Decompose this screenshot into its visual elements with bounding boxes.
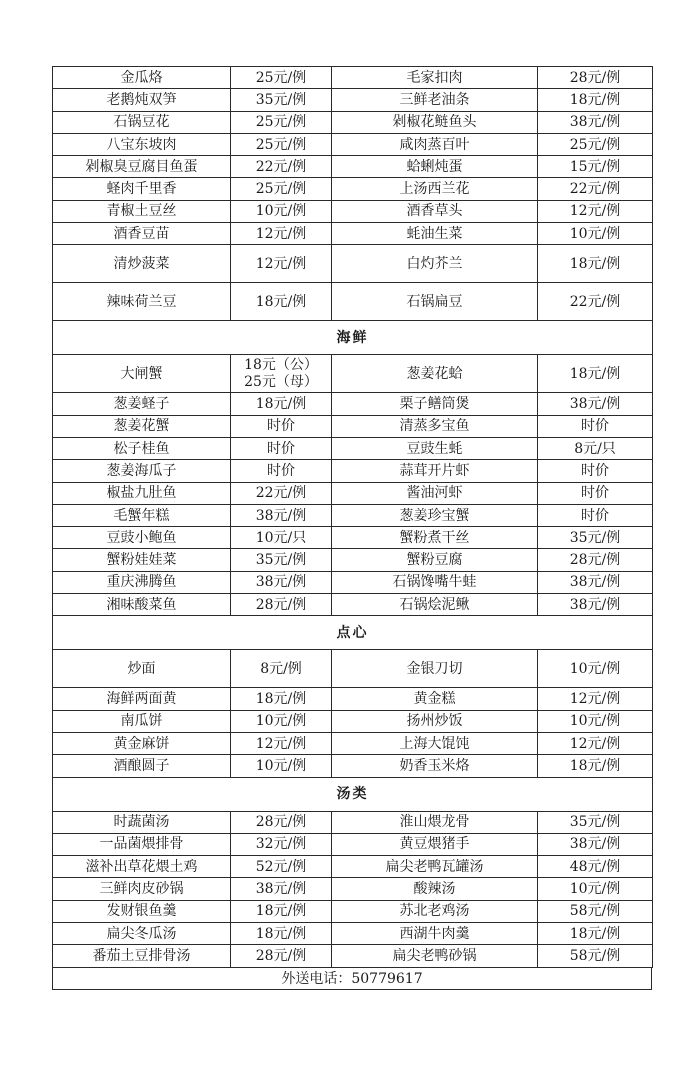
section-title: 点心 [53,616,653,650]
dish-price: 12元/例 [538,732,653,754]
dish-name: 石锅烩泥鳅 [332,594,538,616]
dish-name: 蛏肉千里香 [53,178,231,200]
dish-price: 8元/只 [538,437,653,459]
dish-price: 58元/例 [538,900,653,922]
dish-name: 酸辣汤 [332,878,538,900]
dish-price: 38元/例 [231,878,332,900]
dish-price: 12元/例 [231,245,332,283]
dish-price: 时价 [538,460,653,482]
menu-row [53,437,653,459]
dish-name: 葱姜海瓜子 [53,460,231,482]
dish-price: 22元/例 [231,482,332,504]
dish-price: 25元/例 [538,133,653,155]
dish-name: 扁尖老鸭瓦罐汤 [332,856,538,878]
dish-name: 金银刀切 [332,650,538,688]
menu-row [53,527,653,549]
dish-name: 蟹粉豆腐 [332,549,538,571]
dish-name: 三鲜肉皮砂锅 [53,878,231,900]
menu-row [53,223,653,245]
dish-price: 48元/例 [538,856,653,878]
dish-price: 35元/例 [538,811,653,833]
dish-name: 酒香豆苗 [53,223,231,245]
dish-price: 18元（公） 25元（母） [231,355,332,393]
dish-price: 22元/例 [538,283,653,321]
menu-row [53,549,653,571]
menu-row [53,504,653,526]
dish-name: 番茄土豆排骨汤 [53,945,231,967]
menu-row [53,688,653,710]
dish-price: 18元/例 [231,393,332,415]
dish-name: 淮山煨龙骨 [332,811,538,833]
dish-price: 35元/例 [538,527,653,549]
menu-row [53,133,653,155]
menu-row [53,415,653,437]
delivery-phone [52,968,652,990]
dish-name: 青椒土豆丝 [53,200,231,222]
dish-name: 南瓜饼 [53,710,231,732]
dish-price: 18元/例 [231,283,332,321]
dish-name: 扬州炒饭 [332,710,538,732]
menu-row [53,833,653,855]
dish-name: 奶香玉米烙 [332,755,538,777]
dish-name: 苏北老鸡汤 [332,900,538,922]
dish-price: 52元/例 [231,856,332,878]
dish-price: 58元/例 [538,945,653,967]
dish-name: 葱姜花蛤 [332,355,538,393]
dish-name: 上汤西兰花 [332,178,538,200]
dish-name: 椒盐九肚鱼 [53,482,231,504]
dish-name: 白灼芥兰 [332,245,538,283]
dish-name: 湘味酸菜鱼 [53,594,231,616]
dish-price: 25元/例 [231,133,332,155]
delivery-phone-number: 50779617 [351,970,423,987]
dish-price: 18元/例 [538,923,653,945]
menu-row [53,200,653,222]
dish-name: 蟹粉娃娃菜 [53,549,231,571]
menu-row [53,811,653,833]
dish-price: 35元/例 [231,89,332,111]
dish-name: 酱油河虾 [332,482,538,504]
section-header [53,616,653,650]
dish-price: 28元/例 [231,945,332,967]
dish-price: 8元/例 [231,650,332,688]
dish-name: 黄豆煨猪手 [332,833,538,855]
dish-name: 辣味荷兰豆 [53,283,231,321]
dish-price: 38元/例 [538,833,653,855]
dish-price: 28元/例 [231,594,332,616]
dish-name: 炒面 [53,650,231,688]
dish-name: 豆豉小鲍鱼 [53,527,231,549]
dish-name: 清蒸多宝鱼 [332,415,538,437]
dish-price: 38元/例 [231,571,332,593]
dish-name: 蛤蜊炖蛋 [332,156,538,178]
dish-name: 金瓜烙 [53,67,231,89]
dish-price: 12元/例 [231,732,332,754]
dish-price: 38元/例 [538,111,653,133]
dish-name: 毛家扣肉 [332,67,538,89]
dish-name: 蒜茸开片虾 [332,460,538,482]
dish-name: 八宝东坡肉 [53,133,231,155]
dish-price: 25元/例 [231,67,332,89]
dish-price: 10元/例 [538,650,653,688]
section-title: 海鲜 [53,321,653,355]
dish-price: 18元/例 [231,900,332,922]
menu-row [53,856,653,878]
dish-name: 清炒菠菜 [53,245,231,283]
dish-name: 海鲜两面黄 [53,688,231,710]
menu-row [53,900,653,922]
delivery-phone-label: 外送电话： [281,970,352,987]
dish-name: 发财银鱼羹 [53,900,231,922]
dish-name: 毛蟹年糕 [53,504,231,526]
dish-price: 时价 [538,482,653,504]
menu-row [53,878,653,900]
menu-row [53,732,653,754]
menu-row [53,755,653,777]
dish-price: 10元/例 [538,878,653,900]
dish-name: 松子桂鱼 [53,437,231,459]
menu-row [53,355,653,393]
dish-name: 蚝油生菜 [332,223,538,245]
dish-price: 25元/例 [231,111,332,133]
menu-row [53,245,653,283]
dish-price: 时价 [231,460,332,482]
dish-price: 18元/例 [538,755,653,777]
section-header [53,321,653,355]
dish-name: 大闸蟹 [53,355,231,393]
dish-price: 28元/例 [538,67,653,89]
dish-price: 15元/例 [538,156,653,178]
menu-row [53,460,653,482]
dish-name: 剁椒花鲢鱼头 [332,111,538,133]
dish-price: 12元/例 [538,200,653,222]
menu-row [53,650,653,688]
menu-row [53,482,653,504]
dish-price: 22元/例 [538,178,653,200]
dish-name: 三鲜老油条 [332,89,538,111]
dish-name: 扁尖老鸭砂锅 [332,945,538,967]
menu-row [53,67,653,89]
menu-row [53,594,653,616]
dish-name: 酒酿圆子 [53,755,231,777]
dish-price: 18元/例 [231,923,332,945]
dish-name: 石锅扁豆 [332,283,538,321]
dish-price: 时价 [538,504,653,526]
dish-name: 时蔬菌汤 [53,811,231,833]
dish-price: 32元/例 [231,833,332,855]
dish-price: 38元/例 [538,594,653,616]
dish-price: 38元/例 [538,393,653,415]
dish-price: 18元/例 [538,355,653,393]
menu-row [53,945,653,967]
dish-price: 10元/只 [231,527,332,549]
dish-price: 10元/例 [231,200,332,222]
dish-name: 石锅馋嘴牛蛙 [332,571,538,593]
dish-price: 28元/例 [538,549,653,571]
dish-price: 12元/例 [538,688,653,710]
menu-row [53,571,653,593]
menu-table [52,66,653,968]
dish-name: 扁尖冬瓜汤 [53,923,231,945]
dish-name: 剁椒臭豆腐目鱼蛋 [53,156,231,178]
menu-row [53,178,653,200]
dish-price: 35元/例 [231,549,332,571]
dish-price: 12元/例 [231,223,332,245]
dish-name: 老鹅炖双笋 [53,89,231,111]
dish-price: 10元/例 [538,223,653,245]
menu-row [53,393,653,415]
dish-price: 18元/例 [538,245,653,283]
dish-price: 时价 [538,415,653,437]
menu-row [53,283,653,321]
dish-price: 22元/例 [231,156,332,178]
dish-name: 豆豉生蚝 [332,437,538,459]
dish-price: 28元/例 [231,811,332,833]
dish-name: 上海大馄饨 [332,732,538,754]
dish-name: 石锅豆花 [53,111,231,133]
dish-name: 咸肉蒸百叶 [332,133,538,155]
dish-price: 10元/例 [538,710,653,732]
dish-name: 蟹粉煮干丝 [332,527,538,549]
menu-row [53,89,653,111]
dish-name: 葱姜花蟹 [53,415,231,437]
section-title: 汤类 [53,777,653,811]
dish-name: 黄金糕 [332,688,538,710]
dish-price: 38元/例 [538,571,653,593]
dish-price: 18元/例 [231,688,332,710]
dish-name: 黄金麻饼 [53,732,231,754]
dish-price: 18元/例 [538,89,653,111]
menu-row [53,923,653,945]
dish-price: 38元/例 [231,504,332,526]
dish-name: 葱姜蛏子 [53,393,231,415]
dish-price: 10元/例 [231,710,332,732]
menu-row [53,156,653,178]
dish-name: 一品菌煨排骨 [53,833,231,855]
menu-row [53,710,653,732]
menu-row [53,111,653,133]
dish-name: 栗子鳝筒煲 [332,393,538,415]
dish-name: 酒香草头 [332,200,538,222]
menu-page [52,66,652,990]
dish-price: 25元/例 [231,178,332,200]
dish-name: 重庆沸腾鱼 [53,571,231,593]
dish-name: 西湖牛肉羹 [332,923,538,945]
section-header [53,777,653,811]
dish-name: 葱姜珍宝蟹 [332,504,538,526]
dish-price: 时价 [231,437,332,459]
dish-price: 10元/例 [231,755,332,777]
dish-name: 滋补出草花煨土鸡 [53,856,231,878]
dish-price: 时价 [231,415,332,437]
